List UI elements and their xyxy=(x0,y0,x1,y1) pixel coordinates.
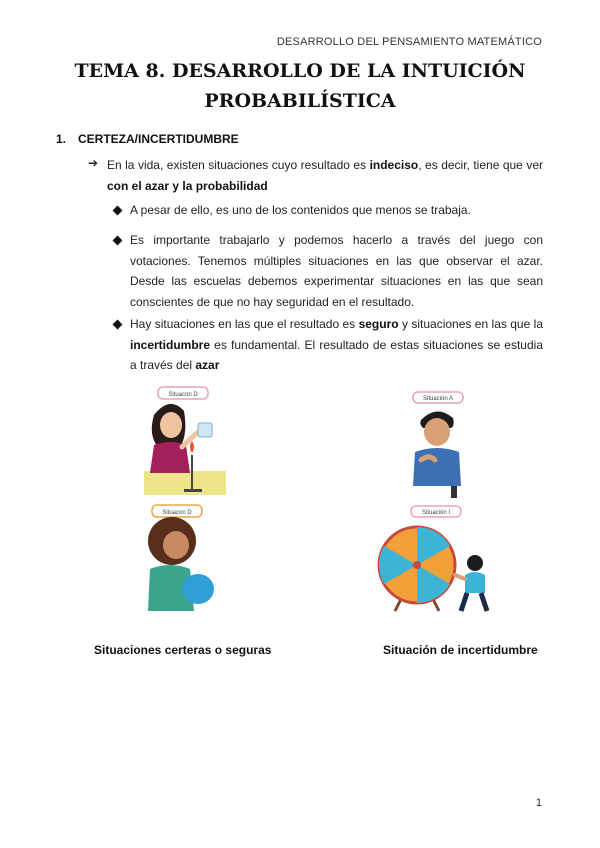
running-header: DESARROLLO DEL PENSAMIENTO MATEMÁTICO xyxy=(276,36,542,48)
bullet-1-text: A pesar de ello, es uno de los contenidos que menos se trabaja. xyxy=(130,203,471,217)
arrow-item-text: En la vida, existen situaciones cuyo resultado es indeciso, es decir, tiene que ver con el azar y la probabilidad xyxy=(107,158,543,193)
flame xyxy=(190,441,194,453)
caption-left: Situaciones certeras o seguras xyxy=(94,643,272,657)
boy-legs xyxy=(461,593,487,611)
title-line-1: TEMA 8. DESARROLLO DE LA INTUICIÓN xyxy=(74,60,526,82)
face xyxy=(163,531,189,559)
figure-girl-balloon xyxy=(136,503,226,615)
figure-girl-burner xyxy=(140,385,230,497)
section-heading xyxy=(56,132,239,146)
section-number: 1. xyxy=(56,132,67,146)
boy-head xyxy=(467,555,483,571)
boy-shirt xyxy=(465,572,485,593)
figure-3-label: Situacon D xyxy=(162,510,192,516)
bullet-2-text: Es importante trabajarlo y podemos hacerlo a través del juego con votaciones. Tenemos múltiples situaciones en las que observar el azar. Desde las escuelas debemos experimentar situaciones en las que sean conscientes de que no hay seguridad en el resultado. xyxy=(130,233,543,309)
bullet-3-text: Hay situaciones en las que el resultado es seguro y situaciones en las que la incertidumbre es fundamental. El resultado de estas situaciones se estudia a través del azar xyxy=(130,317,544,372)
diamond-bullet-icon xyxy=(113,236,123,246)
shirt xyxy=(413,448,461,486)
leg xyxy=(451,486,457,498)
face xyxy=(424,418,450,446)
diamond-bullet-icon xyxy=(113,206,123,216)
page-title xyxy=(0,56,600,116)
boy-arm xyxy=(455,575,465,579)
arrow-bullet-icon: ➔ xyxy=(88,156,99,170)
wheel xyxy=(379,527,455,603)
beaker xyxy=(198,423,212,437)
arm xyxy=(421,457,435,460)
figure-1-label: Situacon D xyxy=(168,392,198,398)
page-number: 1 xyxy=(535,797,542,809)
figure-4-label: Situación I xyxy=(421,510,451,516)
balloon xyxy=(182,574,214,604)
figure-boy-blue xyxy=(405,390,475,500)
diamond-bullet-icon xyxy=(113,320,123,330)
burner-base xyxy=(184,489,202,492)
figure-2-label: Situación A xyxy=(422,396,454,402)
figure-spinning-wheel xyxy=(375,505,500,615)
section-label: CERTEZA/INCERTIDUMBRE xyxy=(78,132,239,146)
caption-right: Situación de incertidumbre xyxy=(383,643,538,657)
face xyxy=(160,412,182,438)
title-line-2: PROBABILÍSTICA xyxy=(204,90,396,112)
